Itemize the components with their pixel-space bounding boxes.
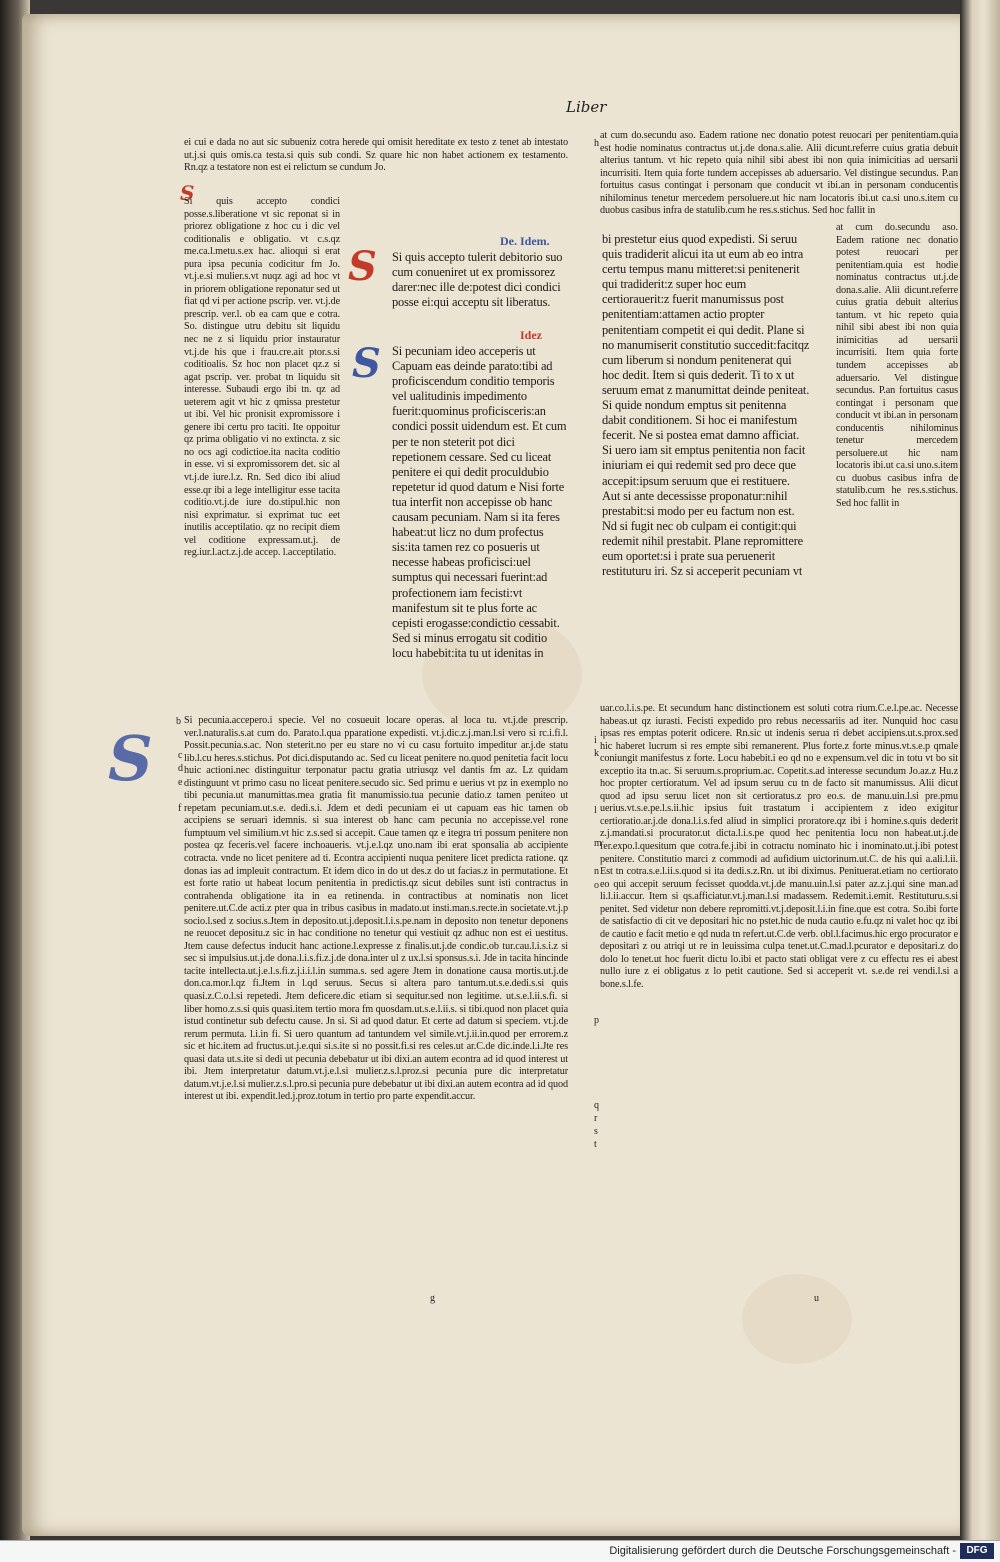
dfg-logo: DFG [960,1543,994,1559]
gloss-bottom-left [184,715,568,1299]
margin-marker: s [594,1126,598,1137]
gloss-column-left [184,196,340,560]
book-gutter [960,0,1000,1540]
margin-marker: p [594,1015,599,1026]
main-text-right [602,232,810,692]
flourish-initial: S [108,722,153,795]
margin-marker: h [594,138,599,149]
text-paragraph-2 [392,344,570,724]
gloss-paragraph: at cum do.secundu aso. Eadem ratione nec donatio potest reuocari per penitentiam.quia est hodie nominatus contractus ut.j.de dona.s.alie. Alii dicunt.referre cuius gratia debuit alterius tantum. vt hic repeto quia nihil sibi abest ibi non quia inimicitias ad uersarii incurrisiti. Item quia forte tundem accepisses ab aduersario. Vel distingue secundus. P.an fortuitus casus contingat i personam que conducit vt ibi.an in personam conducentis nihilominus tenetur mercedem persoluere.ut hic nam locatoris ibi.ut ca.si uno.s.item cu duobus casibus infra de statulib.cum he res.s.stichus. Sed hoc fallit in [836,222,958,510]
margin-marker: d [178,763,183,774]
gloss-bottom-right [600,703,958,1303]
margin-marker: e [178,777,183,788]
margin-marker: o [594,880,599,891]
gloss-paragraph: uar.co.l.i.s.pe. Et secundum hanc distinctionem est soluti cotra rium.C.e.l.pe.ac. Necesse habeas.ut qz iurasti. Fecisti expedido pro rebus necessariis ad iter. Nunquid hoc casu ipsas res emptas poterit odicere. Rn.sic ut indenis serua ri debet accipiens.ut.s.prox.sed hic haberet lucrum si res empte sibi remanerent. Plus forte.z forte minus.vt.s.e.p qmale coniungit manifestus z forte. Locu habebit.i eo qd no e expensum.vel dic in totu vt bo sit exceptio ita tn.ac. Si seruum.s.proprium.ac. Copetit.s.ad interesse secundum Jo.az.z Hu.z hoc propter certioratum. Vel ad ipsum seruu cu tn de facto sit manumissus. Alii dicut quod ad ipsu seruu licet non sit certioratus.z pro eo.s. de manu.uin.l.si pre.pmu uerius.vt.s.e.pe.l.s.ii.hic ipsius fuit trastatum i accipientem z ideo exigitur certioratio.ar.j.de dona.l.i.s.fed aliud in simplici proratore.qz ibi i homine.s.quis dederit z.j.mandati.si procurator.ut dicta.l.i.s.pe quod hec penitentia locu non habeat.ut.j.de fer.expo.l.quesitum que cotra.fe.j.ibi in cotractu nominato hic i inominato.ut.j.ibi potest penitere. Constitutio marci z commodi ad aufidium uictorinum.ut.C. de his qui a.ali.l.ii. Est tn cotra.s.e.l.ii.s.quod si ita dedi.s.z.Rn. ut ibi diximus. Penituerat.etiam no certiorato eo qui accepit seruum fecisset quodda.vt.j.de manu.uin.l.si pater az.z.j.qui sine man.ad li.l.ii.accur. Item si qs.afficiatur.vt.j.man.l.si madassem. Redemit.i.emit. Restituturu.s.si penitet. Sed videtur non debere repromitti.vt.j.deposit.l.i.in fine.que est cotra. So.ibi forte de satisfactio di cit ve depositari hic no pstet.hic de nuda cautio e.fu.qz ni valet hoc qz ibi de cautio e facit metio e qd nuda tn refert.ut.C.de verb. obl.l.facimus.hic ergo procurator e depositari z ou atriqi ut re in leuissima culpa tenet.ut.C.mad.l.pcurator e depositari.z do dolo lo tenet.ut hoc fuerit dictu lo.ibi et pacto stati obligat vere z cu effectu res ei abest nullo iure z ei obligatus z lo petit cautione. Sed si acceperit vt. s.e.de rei vendi.l.si a bone.s.l.fe. [600,703,958,991]
margin-marker: q [594,1100,599,1111]
margin-marker: i [594,735,597,746]
gloss-column-right [836,222,958,700]
rubric-initial-s: S [180,181,195,205]
margin-marker: u [814,1293,819,1304]
margin-marker: f [178,803,182,814]
gloss-paragraph: at cum do.secundu aso. Eadem ratione nec donatio potest reuocari per penitentiam.quia est hodie nominatus contractus ut.j.de dona.s.alie. Alii dicunt.referre cuius gratia debuit alterius tantum. vt hic repeto quia nihil sibi abest ibi non quia inimicitias ad uersarii incurrisiti. Item quia forte tundem accepisses ab aduersario. Vel distingue secundus. P.an fortuitus casus contingat i personam que conducit vt ibi.an in personam conducentis nihilominus tenetur mercedem persoluere.ut hic nam locatoris ibi.ut ca.si uno.s.item cu duobus casibus infra de statulib.cum he res.s.stichus. Sed hoc fallit in [600,130,958,217]
text-paragraph-1 [392,250,570,330]
margin-marker: c [178,750,183,761]
margin-marker: r [594,1113,598,1124]
text-paragraph: Si quis accepto tulerit debitorio suo cum conueniret ut ex promissorez darer:nec ille de:potest dici condici posse ei:qui acceptu sit liberatus. [392,250,563,310]
gloss-top-left [184,137,568,175]
footer-bar [0,1540,1000,1562]
section-heading: De. Idem. [500,234,550,248]
gloss-paragraph: Si pecunia.accepero.i specie. Vel no cosueuit locare operas. al loca tu. vt.j.de prescrip. ver.l.naturalis.s.at cum do. Parato.l.qua pparatione expedisti. vt.j.dic.z.j.man.l.si vero si rc.i.fi.l. Possit.pecunia.s.ac. Non steterit.no per eu stare no vi cu casu fortuito impeditur ar.j.de statu lib.l.cu heres.s.stichus. Pot dici.disputando ac. Sed cu liceat penitere no.quod penitetia facit locu huic actioni.nec distinguitur terponatur pactu gratia utriusqz vel dantis fm az. Lz quidam distinguunt vt primo casu no liceat penitere.secudo sic. Sed primu e uerius vt pz in exemplo no tibi pecunia.ut manumittas.mea gratia fit manumissio.tua pecunie datio.z tamen peniteo ut repetam pecuniam.ut.s.e. dedi.s.i. Jdem et dedi pecuniam ei ut capuam eas hic tamen ob accipiens se seruari idemnis. si sua interest ob hanc cam pecunia no accepisse.vel rone fumptuum vel similium.vt hic z.s.sed si accepit. Caue tamen qz e itegra tri possum penitere non postea qz feceris.vel facere inchoaueris. vt.j.e.l.qz uno.nam ibi erat sponsalia ab accipiente cotracta. vnde no licet penitere ad ti. Econtra accipienti nuqua penitere licet predicta ratione. qz donas ias ad impleuit contractum. Et idem dico in do ut des.z do ut facias.z in permutatione. Et est forte ratio ut habeat locum penitentia in predictis.qz sicut debiles sunt isti contractus in contrahenda obligatione ita in ea retinenda. in contractibus at nominatis non licet penitere.ut.C.de acti.z pter qua in tribus casibus in madato.ut insti.man.s.recte.in societate.vt.j.p socio.l.sed z socius.s.Jtem in deposito.ut.j.deposit.l.i.s.pe.nam in deposito non tenetur deponens ne reuocet depositu.z sic in hac conditione no tenetur qui vestiuit qz adhuc non est ei uestitus. Jtem cause defectus inducit hanc actione.l.expresse z finalis.ut.j.de condic.ob tur.cau.l.i.s.i.z si sec si impulsius.ut.j.de dona.l.i.s.fi.z.j.de dona.inter ul z ux.l.si sponsus.s.i. Jde in tacita hincinde tacite intellecta.ut.j.e.l.s.fi.z.j.i.i.l.in summa.s. sed agere Jtem in donatione causa mortis.ut.j.de don.ca.mor.l.qz fi.Jtem in l.qd seruus. Secus si altera paro tantum.ut.s.e.dedi.s.si quis quasi.z.C.o.l.si repetedi. Jtem deficere.dic etiam si sequitur.sed non legitime. ut.s.e.l.ii.s.fi. si liber homo.z.s.si quis quasi.item tertio mora fm quosdam.ut.s.e.l.ii.s. si tibi.quod non placet quia istud continetur sub defectu cause. Jn si. Si ad quod datur. Et certe ad datum si speciem. vt.j.de rerum permuta. l.i.in fi. Si uero quantum ad tantundem vel simile.vt.j.ii.in.quod per errorem.z sic et hic.item ad fructus.ut.j.e.qui si.s.ite si no possit.fi.si res celes.ut ar.C.de dic.inde.l.i.Jte res quasi data ut.s.ite si dedi ut pecunia debebatur ut ibi dixi.an autem econtra ad id quod interest ut ibi. Jtem interpretatur datum.vt.j.e.l.si mulier.z.s.l.proz.si pecunia pure dic interpretatur datum.vt.j.e.l.si mulier.z.s.l.pro.si pecunia pure debebatur ut ibi dixi.an autem econtra ad id quod interest ut ibi. expendit.led.j.proz.totum in tertio pro parte expendit.accur. [184,715,568,1103]
footer-credit: Digitalisierung gefördert durch die Deutsche Forschungsgemeinschaft - [609,1545,956,1557]
gloss-paragraph: ei cui e dada no aut sic subueniz cotra herede qui omisit hereditate ex testo z tenet ab intestato ut.j.si quis omis.ca testa.si quis sub condi. Sz quare hic non habet actionem ex testamento. Rn.qz a testatore non est ei relictum se cundum Jo. [184,137,568,174]
margin-marker: t [594,1139,597,1150]
margin-marker: g [430,1293,435,1304]
margin-marker: b [176,716,181,727]
running-header: Liber [566,98,607,116]
decorated-initial-s: S [348,243,377,290]
section-heading: Idez [520,328,542,342]
margin-marker: n [594,866,599,877]
margin-marker: k [594,748,599,759]
text-paragraph: Si pecuniam ideo acceperis ut Capuam eas deinde parato:tibi ad proficiscendum conditio temporis vel ualitudinis impedimento fuerit:quominus proficisceris:an condici possit uidendum est. Et cum per te non steterit pot dici repetionem cessare. Sed cu liceat penitere ei qui dedit proculdubio repetetur id quod datum e Nisi forte tua interfit non accepisse ob hanc causam pecuniam. Nam si ita feres habeat:ut licz no dum profectus sis:ita tamen rez co posueris ut necesse habeas proficisci:uel sumptus qui necessari fuerint:ad profectionem iam fecisti:vt manifestum sit te plus forte ac cepisti erogasse:condictio cessabit. Sed si minus errogatu sit coditio locu habebit:ita tu ut idenitas in [392,344,567,660]
decorated-initial-s-blue: S [352,340,381,387]
gloss-top-right [600,130,958,230]
margin-marker: l [594,805,597,816]
gloss-paragraph: Si quis accepto condici posse.s.liberatione vt sic reponat si in priorez obligatione z hoc cu i dic vel coditionalis e obligatio. vt c.s.qz me.ca.l.metu.s.ex hac. alioqui si erat pura ipsa pecunia codicitur fm Jo. vt.j.e.si mulier.s.vt nuqz agi ad hoc vt in priorem obligatione reponatur sed ut fiat qd vi per actione pscrip. ver. vt.j.de prescrip. ver.l. ob ea cam que e cotra. So. distingue utru debitu sit liquidu nec ne z si liquidu prior instauratur vt.j.de his que i frau.cre.ait ptor.s.si coditioalis. Sz hoc non placet qz.z si agat pscrip. ver. probat tn liquidu sit interesse. Subaudi ergo ibi tn. qz ad ueterem agit vt hic z qmissa prestetur ut ibi. Vel hic pronisit expromissore i genere ibi certu pro taciti. Ite oppoitur qz prima obligatio vi no extincta. z sic no ocs agi codictioe.ita nacita coditio in esse. vi si expromissorem det. sic al vt.j.de iure.l.z. Rn. Sed dico ibi aliud esse.qr ibi a lege intelligitur esse tacita coditio.vt.j.de iure do.stipul.hic non nisi exprimatur. si exprimat tuc eet inutilis acceptilatio. qz no recipit diem vel coditione expressam.ut.j. de reg.iur.l.act.z.j.de accep. l.acceptilatio. [184,196,340,559]
margin-marker: m [594,838,602,849]
text-paragraph: bi prestetur eius quod expedisti. Si seruu quis tradiderit alicui ita ut eum ab eo intra certu tempus manu mitteret:si penitenerit qui tradiderit:z super hoc eum certiorauerit:z fuerit manumissus post penitentiam:attamen actio propter penitentiam competit ei qui dedit. Plane si no manumiserit constitutio succedit:facitqz cum liberum si nondum penitenerat qui hoc dedit. Item si quis dederit. Ti to x ut seruum emat z manumittat deinde peniteat. Si quide nondum emptus sit penitenna dabit conditionem. Si hoc ei manifestum fecerit. Ne si postea emat damno afficiat. Si uero iam sit emptus penitentia non facit iniuriam ei qui redemit sed pro dece que accepit:ipsum seruum que ei restituere. Aut si ante decessisse proponatur:nihil prestabit:si modo per eu factum non est. Nd si fugit nec ob culpam ei contigit:qui redemit nihil prestabit. Plane repromittere eum oportet:si i prate sua peruenerit restituturu iri. Sz si acceperit pecuniam vt [602,232,810,579]
